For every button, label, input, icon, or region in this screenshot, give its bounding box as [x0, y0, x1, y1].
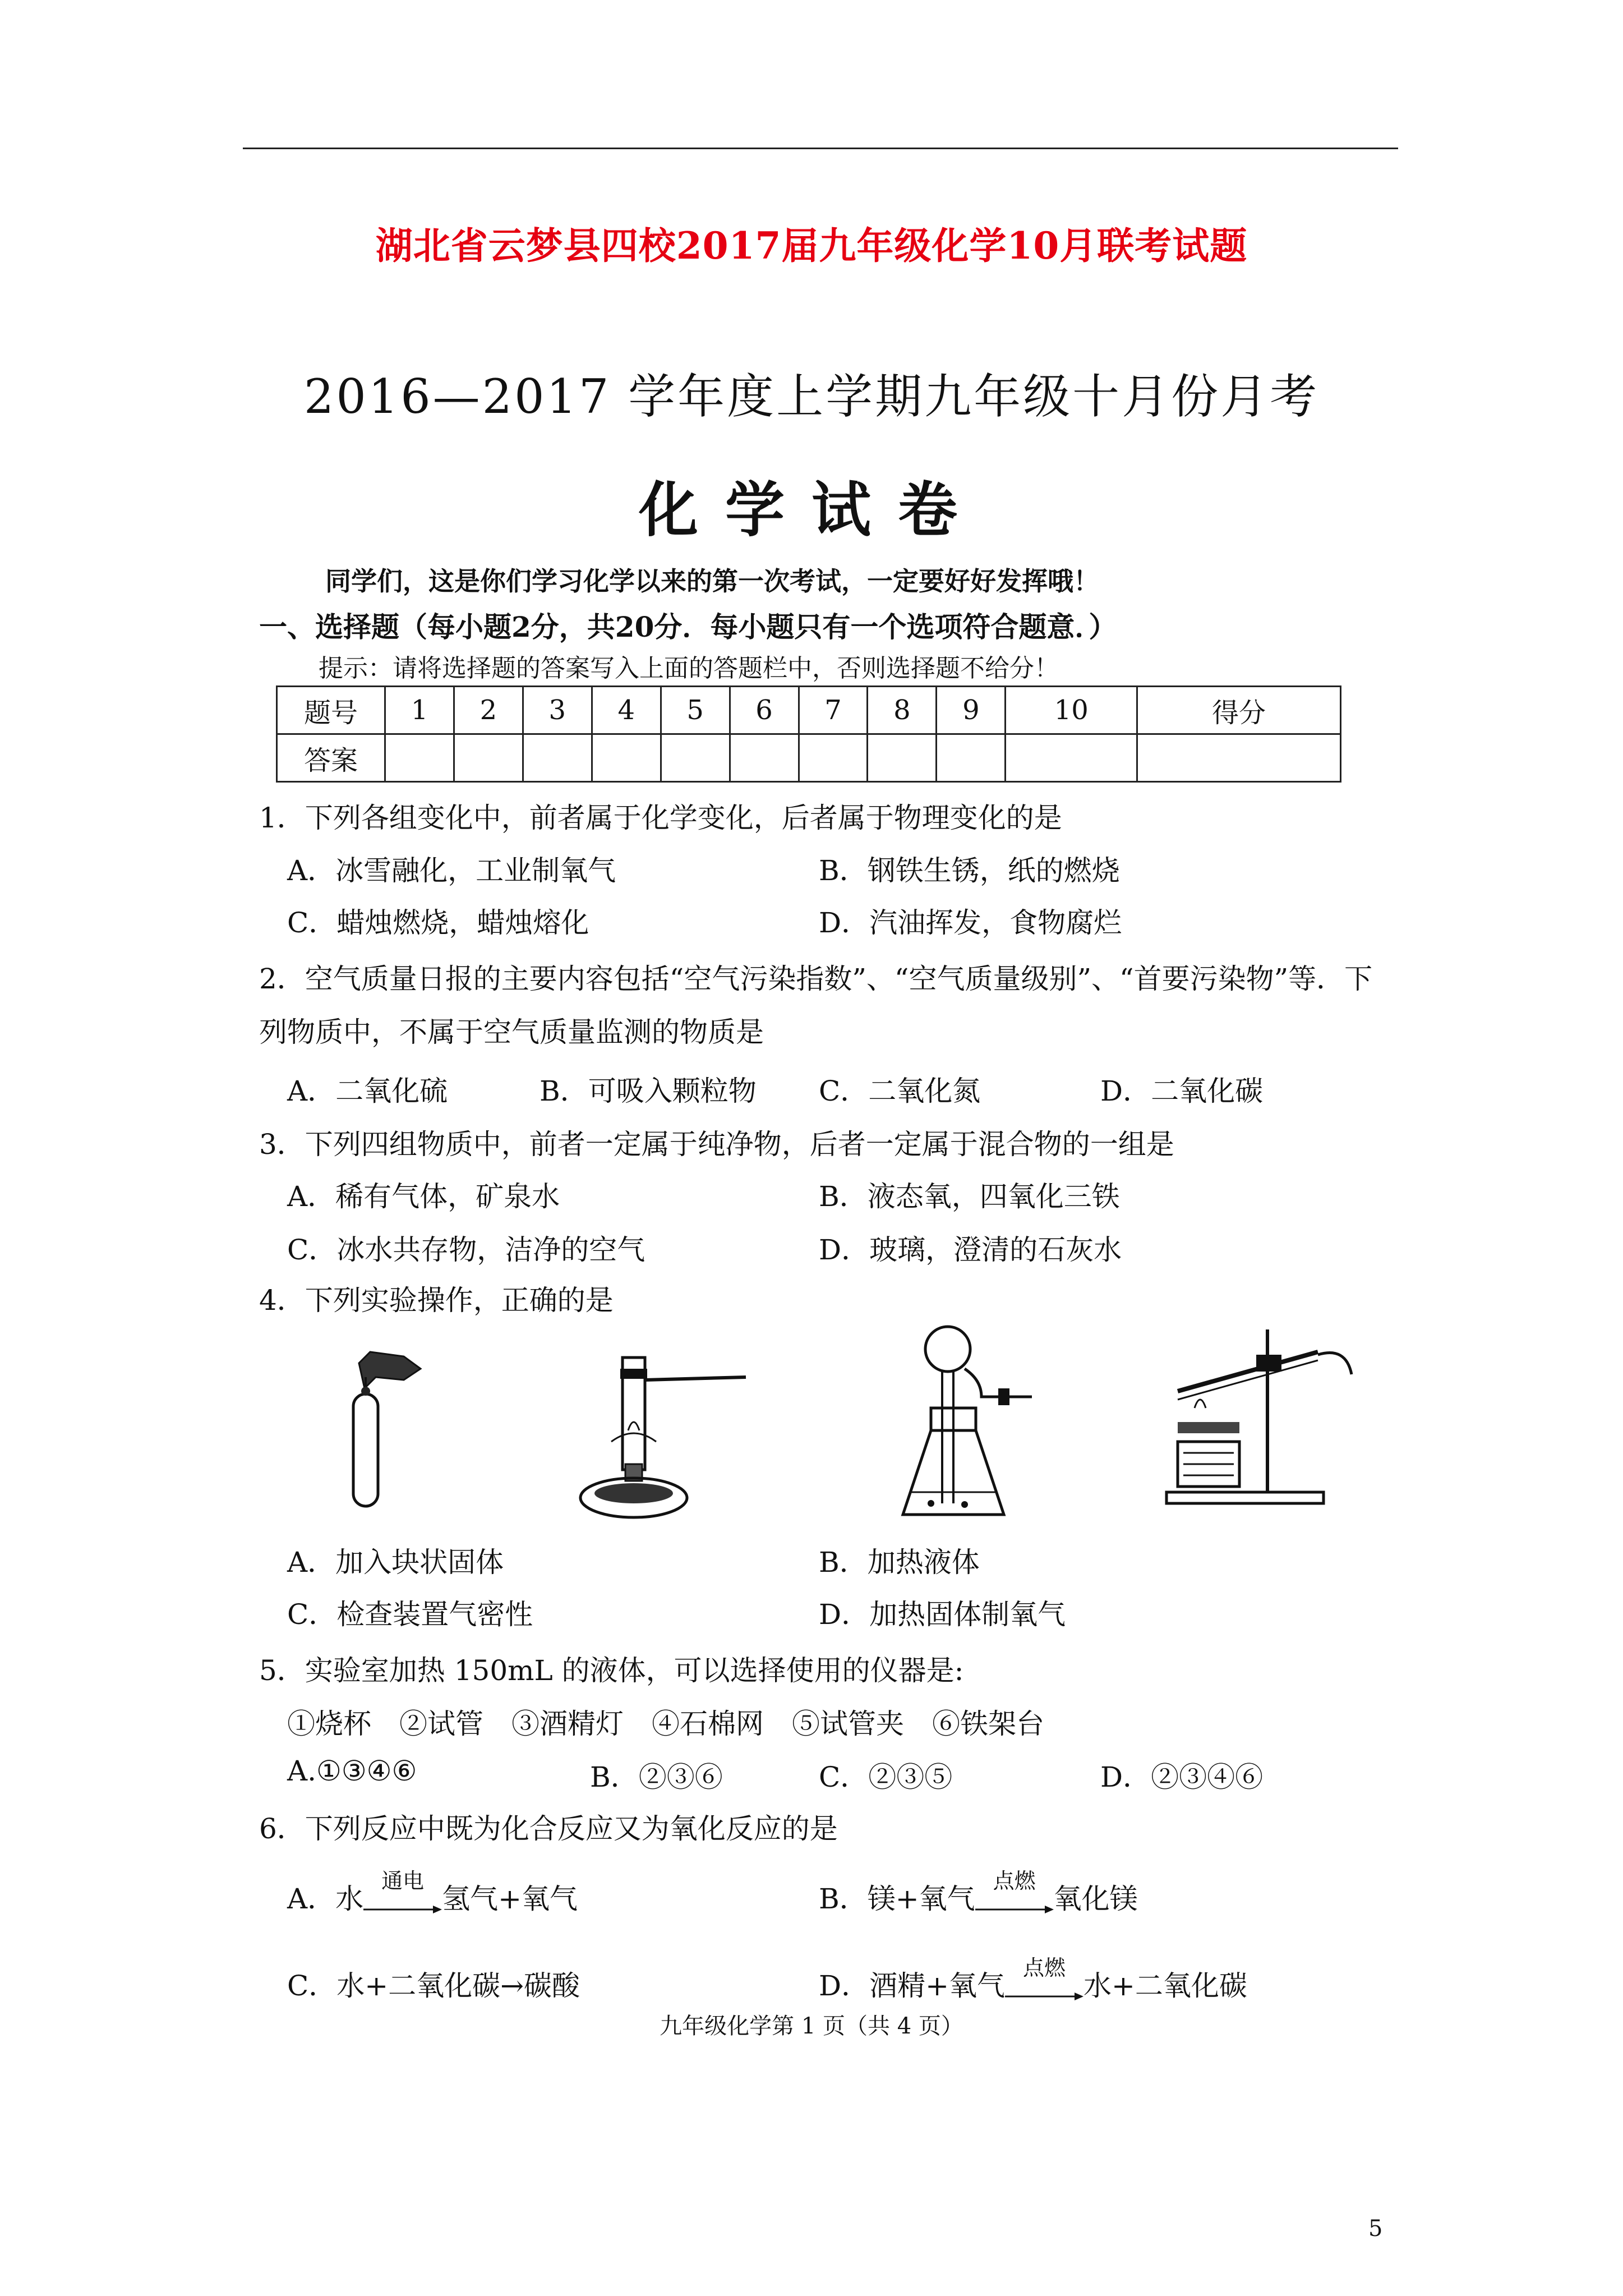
- table-number-cell: 9: [937, 687, 1006, 734]
- question-3-stem: 3．下列四组物质中，前者一定属于纯净物，后者一定属于混合物的一组是: [259, 1128, 1174, 1161]
- option-b-reactants: B．镁+氧气: [819, 1883, 975, 1915]
- question-1-option-c: C．蜡烛燃烧，蜡烛熔化: [287, 907, 589, 939]
- question-4-option-b: B．加热液体: [819, 1546, 980, 1579]
- table-number-cell: 3: [523, 687, 592, 734]
- table-number-cell: 7: [799, 687, 868, 734]
- question-3-option-b: B．液态氧，四氧化三铁: [819, 1180, 1120, 1213]
- question-5-option-d: D．②③④⑥: [1100, 1761, 1264, 1793]
- question-2-option-b: B．可吸入颗粒物: [540, 1075, 757, 1107]
- question-4-stem: 4．下列实验操作，正确的是: [259, 1284, 614, 1317]
- question-2-option-a: A．二氧化硫: [287, 1075, 448, 1107]
- exam-subtitle: 2016—2017 学年度上学期九年级十月份月考: [303, 369, 1320, 424]
- figure-heat-liquid-icon: [578, 1346, 757, 1520]
- answer-cell[interactable]: [523, 734, 592, 782]
- question-6-option-a: [287, 1869, 578, 1917]
- option-d-products: 水+二氧化碳: [1083, 1970, 1247, 2002]
- question-6-option-d: [819, 1955, 1247, 2004]
- greeting-text: 同学们，这是你们学习化学以来的第一次考试，一定要好好发挥哦！: [325, 566, 1099, 596]
- arrow-icon: [363, 1904, 442, 1915]
- question-1-stem: 1．下列各组变化中，前者属于化学变化，后者属于物理变化的是: [259, 802, 1062, 834]
- question-4-option-d: D．加热固体制氧气: [819, 1598, 1066, 1631]
- question-2-option-c: C．二氧化氮: [819, 1075, 981, 1107]
- question-5-option-c: C．②③⑤: [819, 1761, 953, 1793]
- answer-cell[interactable]: [868, 734, 937, 782]
- question-3-option-a: A．稀有气体，矿泉水: [287, 1180, 560, 1213]
- section-hint: 提示：请将选择题的答案写入上面的答题栏中，否则选择题不给分！: [319, 654, 1059, 683]
- question-4-option-c: C．检查装置气密性: [287, 1598, 533, 1631]
- document-red-title: 湖北省云梦县四校2017届九年级化学10月联考试题: [375, 224, 1248, 268]
- question-1-option-a: A．冰雪融化，工业制氧气: [287, 854, 616, 887]
- reaction-condition: 点燃: [1022, 1955, 1066, 1980]
- table-row-label: 题号: [277, 687, 385, 734]
- question-4-option-a: A．加入块状固体: [287, 1546, 504, 1579]
- question-5-stem: 5．实验室加热 150mL 的液体，可以选择使用的仪器是:: [259, 1654, 964, 1687]
- score-cell[interactable]: [1137, 734, 1341, 782]
- answer-table: [276, 685, 1341, 783]
- table-score-label: 得分: [1137, 687, 1341, 734]
- question-5-option-a: A.①③④⑥: [287, 1755, 417, 1787]
- table-number-cell: 4: [592, 687, 661, 734]
- answer-cell[interactable]: [592, 734, 661, 782]
- answer-cell[interactable]: [454, 734, 523, 782]
- answer-table-answer-row: [277, 734, 1341, 782]
- reaction-arrow: [975, 1869, 1054, 1915]
- table-number-cell: 10: [1006, 687, 1137, 734]
- answer-cell[interactable]: [661, 734, 730, 782]
- answer-cell[interactable]: [730, 734, 799, 782]
- question-6-option-c: C．水+二氧化碳→碳酸: [287, 1970, 580, 2002]
- top-rule: [243, 148, 1398, 149]
- option-b-products: 氧化镁: [1053, 1883, 1138, 1915]
- question-1-option-d: D．汽油挥发，食物腐烂: [819, 907, 1122, 939]
- table-row-label: 答案: [277, 734, 385, 782]
- reaction-arrow: [1005, 1955, 1083, 2002]
- question-6-stem: 6．下列反应中既为化合反应又为氧化反应的是: [259, 1812, 838, 1845]
- figure-check-airtightness-icon: [897, 1324, 1043, 1526]
- option-a-reactants: A．水: [287, 1883, 364, 1915]
- arrow-icon: [1005, 1991, 1083, 2002]
- question-2-stem-line2: 列物质中，不属于空气质量监测的物质是: [259, 1016, 764, 1048]
- section-heading: 一、选择题（每小题2分，共20分．每小题只有一个选项符合题意．）: [259, 610, 1117, 643]
- option-a-products: 氢气+氧气: [442, 1883, 578, 1915]
- question-2-stem-line1: 2．空气质量日报的主要内容包括“空气污染指数”、“空气质量级别”、“首要污染物”等．下: [259, 963, 1373, 995]
- page-footer: 九年级化学第 1 页（共 4 页）: [660, 2013, 963, 2039]
- answer-cell[interactable]: [1006, 734, 1137, 782]
- arrow-icon: [975, 1904, 1054, 1915]
- table-number-cell: 6: [730, 687, 799, 734]
- question-5-option-b: B．②③⑥: [590, 1761, 723, 1793]
- table-number-cell: 2: [454, 687, 523, 734]
- question-1-option-b: B．钢铁生锈，纸的燃烧: [819, 854, 1120, 887]
- reaction-condition: 点燃: [993, 1869, 1036, 1893]
- option-d-reactants: D．酒精+氧气: [819, 1970, 1005, 2002]
- answer-cell[interactable]: [937, 734, 1006, 782]
- answer-cell[interactable]: [385, 734, 454, 782]
- answer-cell[interactable]: [799, 734, 868, 782]
- page-number: 5: [1368, 2216, 1383, 2242]
- figure-heat-solid-oxygen-icon: [1155, 1324, 1368, 1509]
- question-2-option-d: D．二氧化碳: [1100, 1075, 1264, 1107]
- question-3-option-d: D．玻璃，澄清的石灰水: [819, 1234, 1122, 1266]
- exam-main-title: 化学试卷: [639, 475, 984, 545]
- question-3-option-c: C．冰水共存物，洁净的空气: [287, 1234, 645, 1266]
- table-number-cell: 1: [385, 687, 454, 734]
- question-5-items: ①烧杯 ②试管 ③酒精灯 ④石棉网 ⑤试管夹 ⑥铁架台: [287, 1708, 1044, 1740]
- table-number-cell: 5: [661, 687, 730, 734]
- figure-add-solid-icon: [336, 1346, 437, 1515]
- table-number-cell: 8: [868, 687, 937, 734]
- reaction-condition: 通电: [381, 1869, 425, 1893]
- answer-table-header-row: [277, 687, 1341, 734]
- reaction-arrow: [363, 1869, 442, 1915]
- question-6-option-b: [819, 1869, 1138, 1917]
